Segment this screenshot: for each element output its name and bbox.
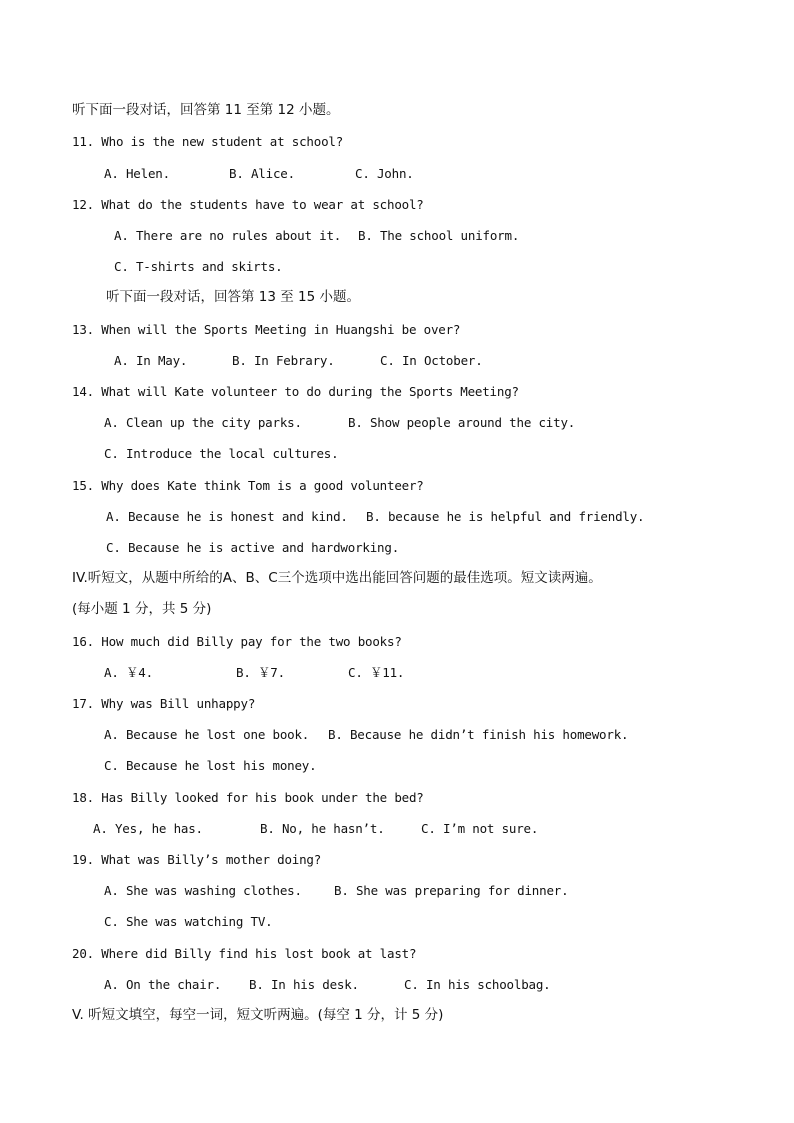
question-20-option-a: A. On the chair. [104,977,222,992]
question-12-option-a: A. There are no rules about it. [114,228,342,243]
question-18-option-c: C. I’m not sure. [421,821,539,836]
question-13-stem: 13. When will the Sports Meeting in Huangshi be over? [72,322,461,337]
question-15-option-b: B. because he is helpful and friendly. [366,509,645,524]
question-17-option-b: B. Because he didn’t finish his homework. [328,727,629,742]
question-18-option-b: B. No, he hasn’t. [260,821,385,836]
question-12-option-b: B. The school uniform. [358,228,520,243]
question-18-option-a: A. Yes, he has. [93,821,203,836]
section-instruction-11-12: 听下面一段对话，回答第 11 至第 12 小题。 [72,102,340,118]
question-11-option-a: A. Helen. [104,166,170,181]
question-19-option-a: A. She was washing clothes. [104,883,302,898]
question-13-option-b: B. In Febrary. [232,353,335,368]
question-20-option-b: B. In his desk. [249,977,359,992]
question-11-option-b: B. Alice. [229,166,295,181]
question-20-stem: 20. Where did Billy find his lost book at last? [72,946,417,961]
question-14-option-b: B. Show people around the city. [348,415,576,430]
question-20-option-c: C. In his schoolbag. [404,977,551,992]
question-17-option-a: A. Because he lost one book. [104,727,310,742]
question-13-option-c: C. In October. [380,353,483,368]
question-12-option-c: C. T-shirts and skirts. [114,259,283,274]
question-13-option-a: A. In May. [114,353,188,368]
question-14-stem: 14. What will Kate volunteer to do during the Sports Meeting? [72,384,519,399]
question-11-option-c: C. John. [355,166,414,181]
question-19-option-b: B. She was preparing for dinner. [334,883,569,898]
section-v-instruction: V. 听短文填空，每空一词，短文听两遍。(每空 1 分，计 5 分) [72,1007,444,1023]
question-17-option-c: C. Because he lost his money. [104,758,317,773]
question-19-option-c: C. She was watching TV. [104,914,273,929]
section-instruction-13-15: 听下面一段对话，回答第 13 至 15 小题。 [106,289,361,305]
question-17-stem: 17. Why was Bill unhappy? [72,696,256,711]
section-iv-instruction: IV.听短文，从题中所给的A、B、C三个选项中选出能回答问题的最佳选项。短文读两遍。 [72,570,602,586]
question-18-stem: 18. Has Billy looked for his book under the bed? [72,790,424,805]
question-14-option-a: A. Clean up the city parks. [104,415,302,430]
question-15-option-c: C. Because he is active and hardworking. [106,540,400,555]
question-15-option-a: A. Because he is honest and kind. [106,509,348,524]
section-iv-scoring: (每小题 1 分，共 5 分) [72,601,212,617]
question-19-stem: 19. What was Billy’s mother doing? [72,852,322,867]
question-15-stem: 15. Why does Kate think Tom is a good volunteer? [72,478,424,493]
question-16-option-a: A. ￥4. [104,665,153,680]
question-16-option-b: B. ￥7. [236,665,285,680]
question-14-option-c: C. Introduce the local cultures. [104,446,339,461]
question-12-stem: 12. What do the students have to wear at school? [72,197,424,212]
question-16-stem: 16. How much did Billy pay for the two books? [72,634,402,649]
question-11-stem: 11. Who is the new student at school? [72,134,344,149]
question-16-option-c: C. ￥11. [348,665,405,680]
